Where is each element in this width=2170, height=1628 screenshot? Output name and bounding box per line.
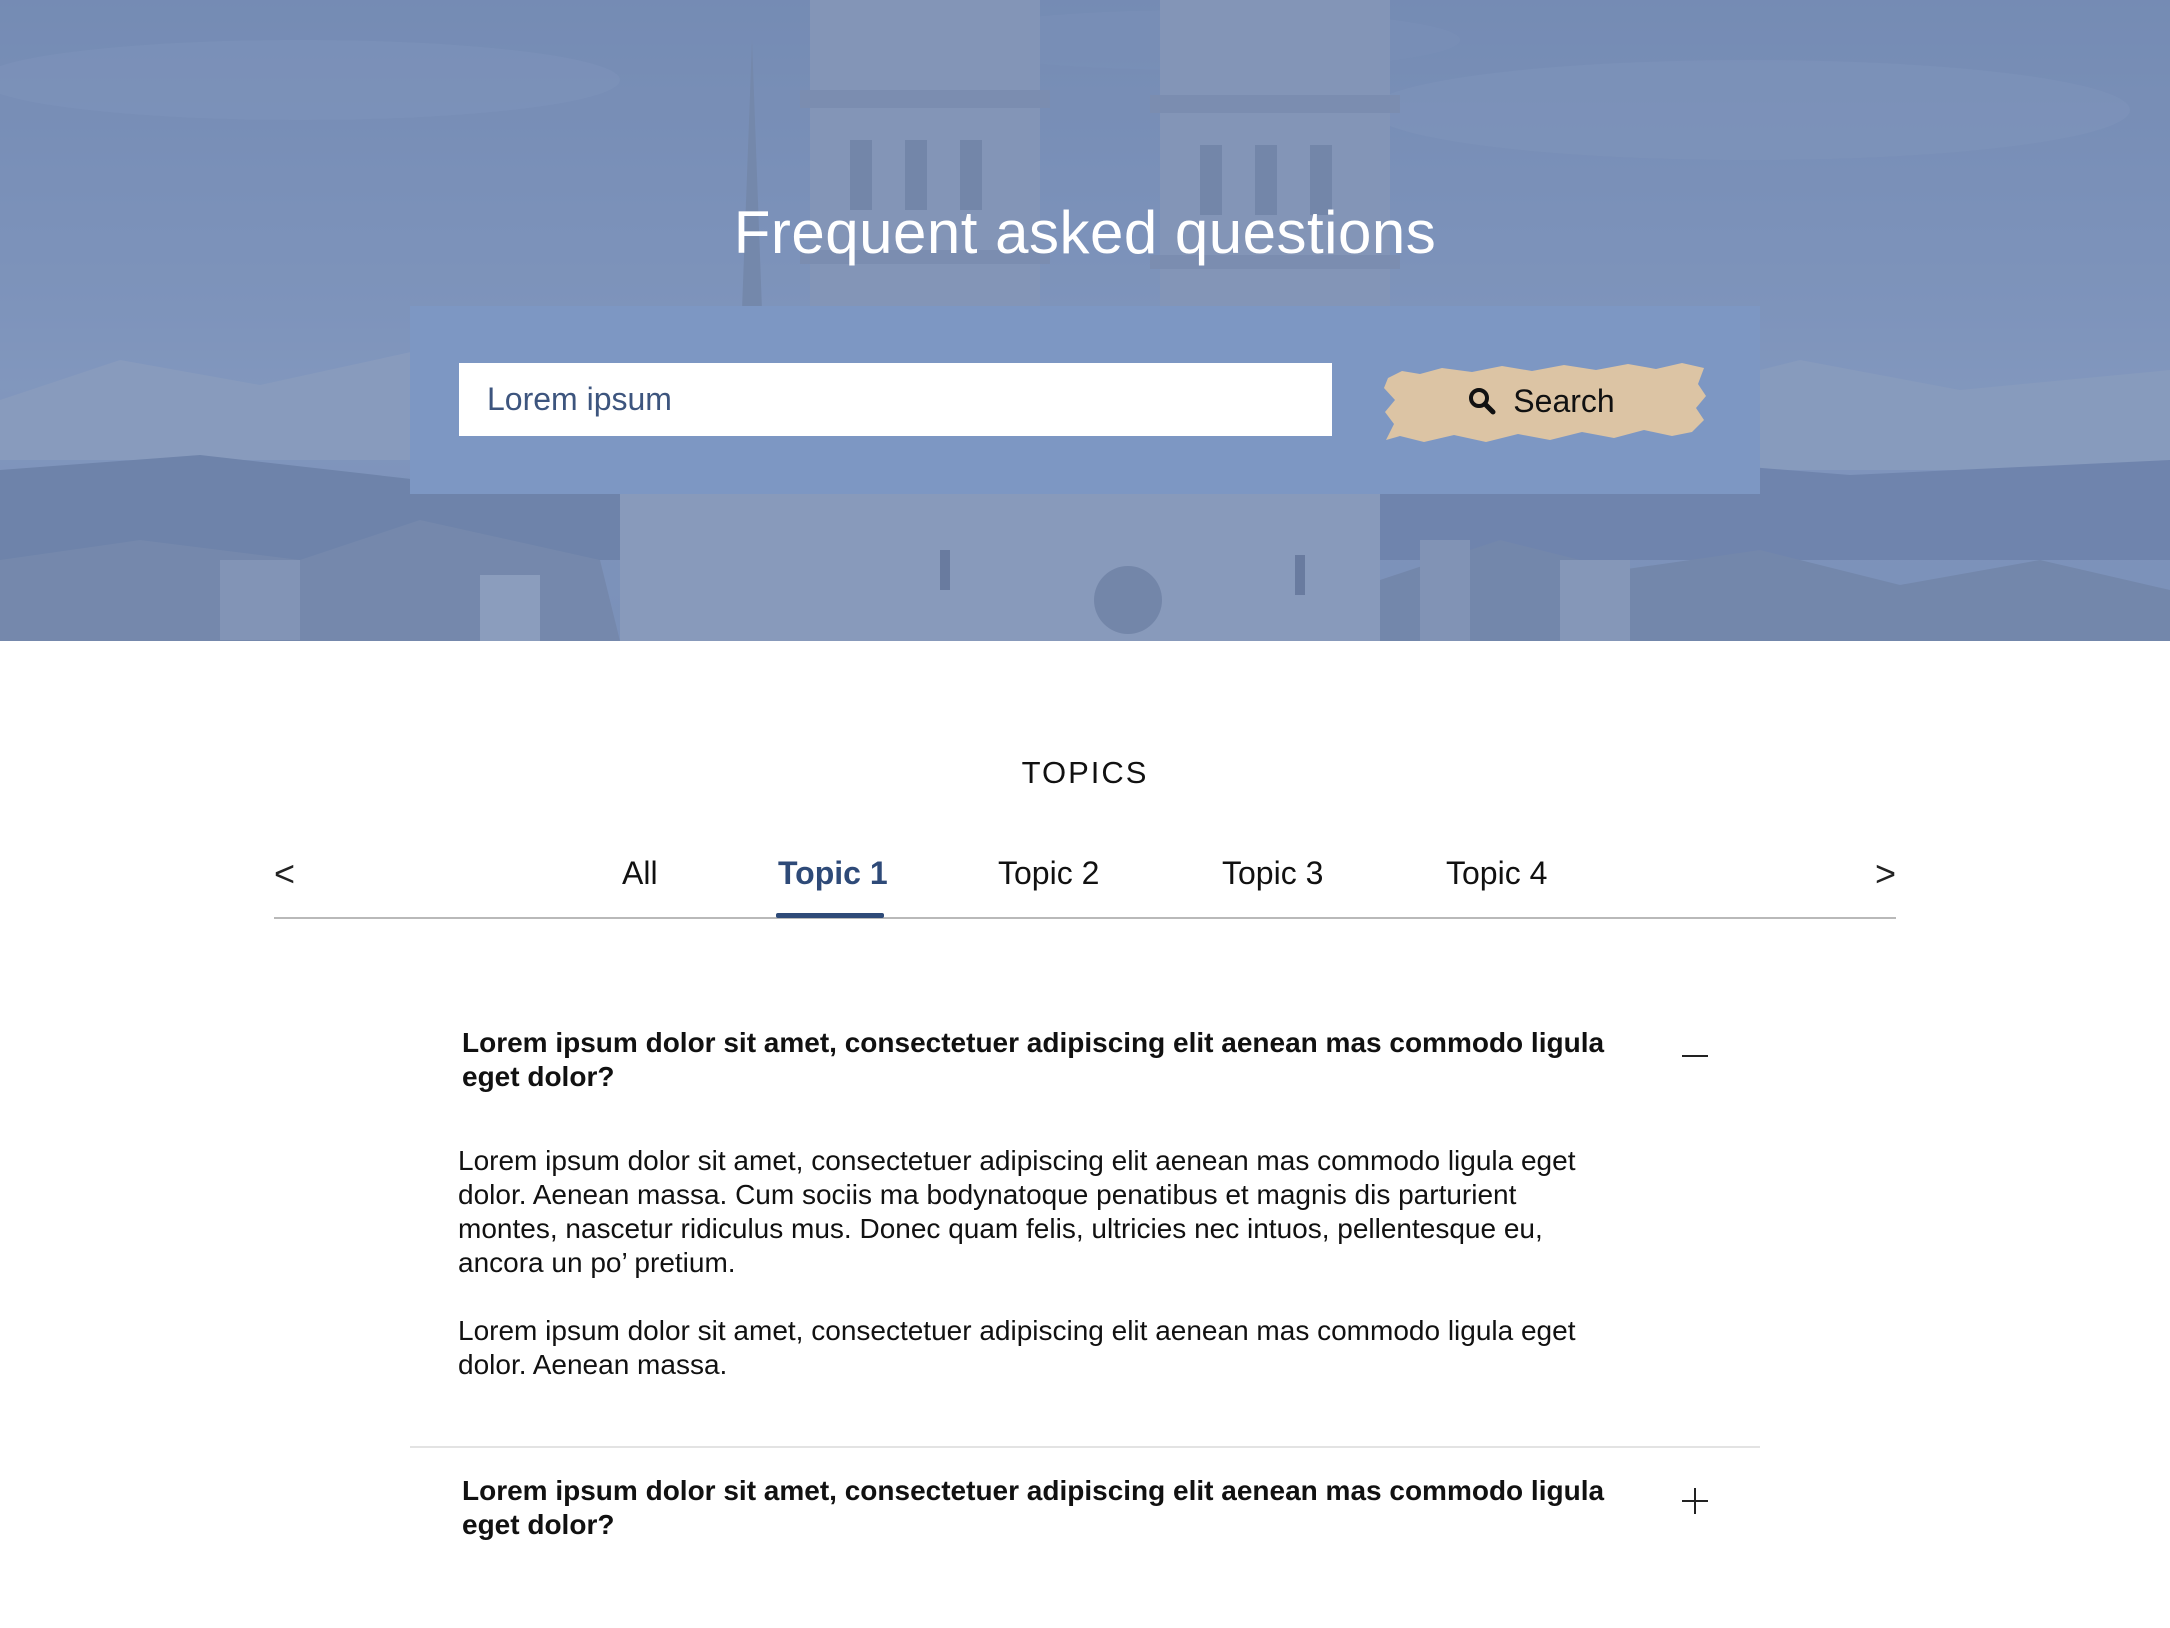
faq-answer-paragraph: Lorem ipsum dolor sit amet, consectetuer adipiscing elit aenean mas commodo ligula eget dolor. Aenean massa. Cum sociis ma bodynatoque penatibus et magnis dis parturient montes, nascetur ridiculus mus. Donec quam felis, ultricies nec intuos, pellentesque eu, ancora un po’ pretium. xyxy=(458,1145,1576,1278)
tab-topic-4[interactable]: Topic 4 xyxy=(1446,855,1548,891)
faq-question[interactable]: Lorem ipsum dolor sit amet, consectetuer adipiscing elit aenean mas commodo ligula eget dolor? xyxy=(462,1027,1605,1092)
plus-icon[interactable] xyxy=(1678,1484,1712,1518)
hero-banner xyxy=(0,0,2170,641)
tab-all[interactable]: All xyxy=(622,855,658,891)
search-button[interactable] xyxy=(1382,356,1712,446)
active-tab-indicator xyxy=(776,913,884,918)
faq-question[interactable]: Lorem ipsum dolor sit amet, consectetuer adipiscing elit aenean mas commodo ligula eget dolor? xyxy=(462,1475,1605,1540)
tab-topic-1[interactable]: Topic 1 xyxy=(778,855,888,891)
faq-answer-paragraph: Lorem ipsum dolor sit amet, consectetuer adipiscing elit aenean mas commodo ligula eget dolor. Aenean massa. xyxy=(458,1315,1576,1380)
search-icon xyxy=(1467,386,1497,416)
search-panel xyxy=(410,306,1760,494)
search-input[interactable] xyxy=(459,363,1332,436)
tab-topic-2[interactable]: Topic 2 xyxy=(998,855,1100,891)
tab-topic-3[interactable]: Topic 3 xyxy=(1222,855,1324,891)
tabs-prev-arrow[interactable]: < xyxy=(274,853,296,894)
topics-heading: TOPICS xyxy=(1021,755,1149,790)
faq-item xyxy=(410,1000,1760,1448)
faq-item xyxy=(410,1448,1760,1628)
minus-icon[interactable] xyxy=(1678,1036,1712,1070)
faq-answer xyxy=(458,1144,1608,1416)
faq-list xyxy=(410,1000,1760,1628)
tabs-next-arrow[interactable]: > xyxy=(1874,853,1896,894)
page-title: Frequent asked questions xyxy=(733,199,1437,267)
search-button-label: Search xyxy=(1513,382,1615,419)
topic-tabs xyxy=(274,845,1896,919)
